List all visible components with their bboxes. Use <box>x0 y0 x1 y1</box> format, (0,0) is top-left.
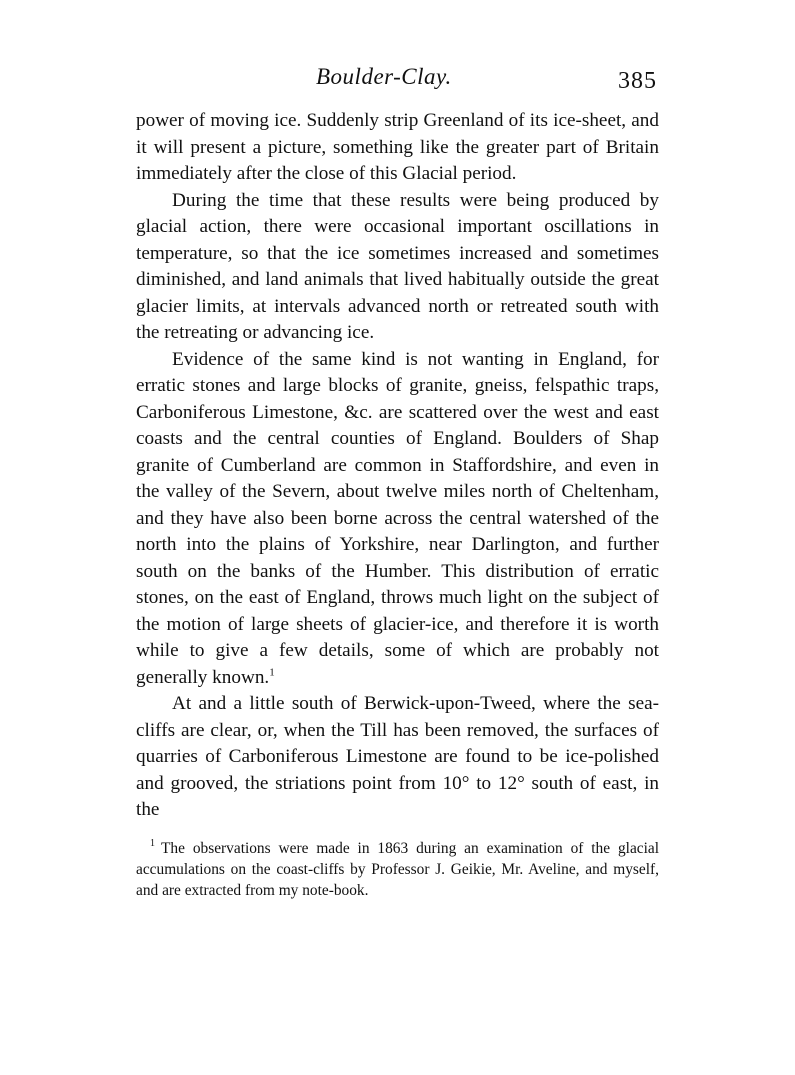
paragraph-text: Evidence of the same kind is not wanting in England, for erratic stones and large blocks of granite, gneiss, felspathic traps, Carboniferous Limestone, &c. are scattered over the west and east coasts and the central counties of England. Boulders of Shap granite of Cumberland are common in Staffordshire, and even in the valley of the Severn, about twelve miles north of Cheltenham, and they have also been borne across the central watershed of the north into the plains of Yorkshire, near Darlington, and further south on the banks of the Humber. This distribution of erratic stones, on the east of England, throws much light on the subject of the motion of large sheets of glacier-ice, and therefore it is worth while to give a few details, some of which are probably not generally known. <box>136 348 659 688</box>
paragraph-text: During the time that these results were being produced by glacial action, there were occasional important oscillations in temperature, so that the ice sometimes increased and sometimes diminished, and land animals that lived habitually outside the great glacier limits, at intervals advanced north or retreated south with the retreating or advancing ice. <box>136 189 659 343</box>
paragraph-text: power of moving ice. Suddenly strip Greenland of its ice-sheet, and it will present a picture, something like the greater part of Britain immediately after the close of this Glacial period. <box>136 110 659 184</box>
body-text <box>136 108 659 824</box>
page-number: 385 <box>618 68 657 94</box>
paragraph-erratic-stones <box>136 347 659 692</box>
running-title: Boulder-Clay. <box>316 64 452 89</box>
paragraph-text: At and a little south of Berwick-upon-Tweed, where the sea-cliffs are clear, or, when the Till has been removed, the surfaces of quarries of Carboniferous Limestone are found to be ice-polished and grooved, the striations point from 10° to 12° south of east, in the <box>136 693 659 820</box>
footnote-text: The observations were made in 1863 during an examination of the glacial accumulations on the coast-cliffs by Professor J. Geikie, Mr. Aveline, and myself, and are extracted from my note-book. <box>136 839 659 899</box>
paragraph-glacial-oscillations <box>136 188 659 347</box>
running-head <box>136 58 659 102</box>
paragraph-continuation <box>136 108 659 188</box>
book-page <box>136 58 659 901</box>
footnote-marker: 1 <box>150 838 155 850</box>
paragraph-berwick <box>136 691 659 824</box>
footnote-reference: 1 <box>269 666 275 679</box>
footnote <box>136 838 659 901</box>
